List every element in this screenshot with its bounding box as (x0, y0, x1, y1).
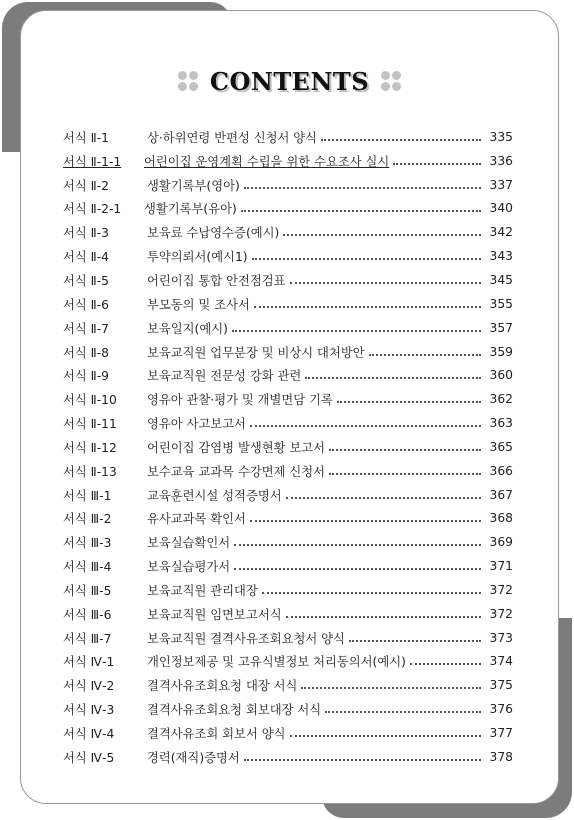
toc-entry-page: 335 (489, 129, 513, 144)
toc-entry-page: 355 (489, 296, 513, 311)
toc-entry-title: 영유아 관찰·평가 및 개별면담 기록 (147, 393, 333, 408)
toc-entry-code: 서식 Ⅱ-11 (63, 417, 117, 432)
toc-entry[interactable] (63, 268, 513, 292)
toc-entry-code: 서식 Ⅲ-7 (63, 631, 112, 646)
toc-entry-page: 373 (489, 630, 513, 645)
toc-entry-code: 서식 Ⅱ-13 (63, 464, 117, 479)
toc-list (63, 125, 513, 769)
toc-entry[interactable] (63, 626, 513, 650)
toc-entry-page: 362 (489, 392, 513, 407)
toc-entry-page: 369 (489, 535, 513, 550)
toc-entry-title: 보육교직원 업무분장 및 비상시 대처방안 (147, 345, 365, 360)
toc-entry-title: 투약의뢰서(예시1) (147, 250, 248, 265)
toc-entry-title: 보육교직원 전문성 강화 관련 (147, 369, 302, 384)
toc-entry-page: 378 (489, 749, 513, 764)
toc-entry-title: 상·하위연령 반편성 신청서 양식 (147, 130, 318, 145)
toc-entry-page: 363 (489, 416, 513, 431)
toc-entry[interactable] (63, 363, 513, 387)
toc-leader-dots (254, 306, 481, 308)
toc-entry[interactable] (63, 316, 513, 340)
toc-leader-dots (232, 330, 481, 332)
toc-leader-dots (250, 520, 481, 522)
toc-entry-code: 서식 Ⅱ-7 (63, 321, 109, 336)
toc-entry-code: 서식 Ⅱ-1-1 (63, 154, 122, 169)
toc-entry-code: 서식 Ⅱ-10 (63, 393, 117, 408)
toc-entry-code: 서식 Ⅲ-1 (63, 488, 112, 503)
dots-ornament-right-icon (381, 71, 401, 91)
toc-entry-page: 337 (489, 177, 513, 192)
toc-entry[interactable] (63, 650, 513, 674)
toc-entry-title: 교육훈련시설 성적증명서 (147, 488, 282, 503)
toc-entry-title: 보육료 수납영수증(예시) (147, 226, 280, 241)
toc-entry-code: 서식 Ⅲ-3 (63, 536, 112, 551)
toc-leader-dots (305, 377, 481, 379)
toc-entry-title: 보육실습평가서 (147, 560, 231, 575)
toc-leader-dots (286, 497, 481, 499)
toc-entry-page: 376 (489, 702, 513, 717)
toc-entry[interactable] (63, 578, 513, 602)
toc-leader-dots (250, 425, 481, 427)
toc-entry-page: 367 (489, 487, 513, 502)
toc-leader-dots (321, 139, 481, 141)
toc-entry-code: 서식 Ⅱ-3 (63, 226, 109, 241)
toc-entry-title: 보육교직원 관리대장 (147, 583, 258, 598)
toc-entry-page: 343 (489, 249, 513, 264)
toc-entry-title: 개인정보제공 및 고유식별정보 처리동의서(예시) (147, 655, 406, 670)
toc-entry-code: 서식 Ⅱ-8 (63, 345, 109, 360)
toc-entry-page: 359 (489, 344, 513, 359)
toc-entry[interactable] (63, 125, 513, 149)
toc-entry-page: 374 (489, 654, 513, 669)
toc-entry[interactable] (63, 197, 513, 221)
toc-entry[interactable] (63, 697, 513, 721)
toc-leader-dots (286, 616, 481, 618)
toc-leader-dots (325, 711, 481, 713)
toc-entry-title: 보수교육 교과목 수강면제 신청서 (147, 464, 326, 479)
toc-entry-page: 336 (489, 153, 513, 168)
toc-leader-dots (244, 759, 481, 761)
toc-entry-title: 영유아 사고보고서 (147, 417, 246, 432)
toc-entry-title: 보육교직원 결격사유조회요청서 양식 (147, 631, 345, 646)
toc-entry-code: 서식 Ⅳ-1 (63, 655, 115, 670)
toc-entry-page: 366 (489, 463, 513, 478)
toc-entry-title: 어린이집 통합 안전점검표 (147, 273, 286, 288)
dots-ornament-left-icon (178, 71, 198, 91)
toc-entry-code: 서식 Ⅲ-2 (63, 512, 112, 527)
toc-entry-code: 서식 Ⅱ-9 (63, 369, 109, 384)
toc-entry[interactable] (63, 459, 513, 483)
toc-entry-code: 서식 Ⅳ-4 (63, 727, 115, 742)
toc-leader-dots (290, 735, 482, 737)
toc-entry[interactable] (63, 292, 513, 316)
toc-entry[interactable] (63, 673, 513, 697)
toc-entry[interactable] (63, 602, 513, 626)
toc-entry-page: 372 (489, 582, 513, 597)
toc-entry[interactable] (63, 554, 513, 578)
toc-entry-page: 375 (489, 678, 513, 693)
toc-entry-code: 서식 Ⅳ-2 (63, 679, 115, 694)
toc-entry[interactable] (63, 483, 513, 507)
toc-entry-title: 보육교직원 임면보고서식 (147, 607, 282, 622)
toc-entry-title: 경력(재직)증명서 (147, 750, 240, 765)
toc-entry[interactable] (63, 244, 513, 268)
toc-entry-code: 서식 Ⅱ-6 (63, 297, 109, 312)
toc-leader-dots (329, 473, 481, 475)
toc-leader-dots (244, 187, 481, 189)
toc-entry-title: 유사교과목 확인서 (147, 512, 246, 527)
toc-entry-code: 서식 Ⅲ-6 (63, 607, 112, 622)
toc-leader-dots (290, 282, 482, 284)
toc-entry[interactable] (63, 721, 513, 745)
toc-leader-dots (234, 544, 481, 546)
toc-leader-dots (252, 258, 481, 260)
toc-entry[interactable] (63, 149, 513, 173)
toc-leader-dots (337, 401, 481, 403)
toc-entry-code: 서식 Ⅱ-5 (63, 273, 109, 288)
toc-entry-code: 서식 Ⅳ-3 (63, 703, 115, 718)
toc-leader-dots (393, 163, 481, 165)
toc-leader-dots (301, 687, 481, 689)
toc-entry-page: 377 (489, 726, 513, 741)
toc-leader-dots (234, 568, 481, 570)
toc-entry-page: 372 (489, 606, 513, 621)
toc-entry-title: 어린이집 운영계획 수립을 위한 수요조사 실시 (144, 154, 390, 169)
toc-entry[interactable] (63, 340, 513, 364)
toc-entry-code: 서식 Ⅱ-1 (63, 130, 109, 145)
toc-leader-dots (283, 234, 481, 236)
toc-entry-page: 360 (489, 368, 513, 383)
toc-entry-title: 결격사유조회요청 회보대장 서식 (147, 703, 322, 718)
toc-entry-page: 340 (489, 201, 513, 216)
toc-entry-code: 서식 Ⅱ-4 (63, 250, 109, 265)
toc-entry-page: 342 (489, 225, 513, 240)
toc-entry[interactable] (63, 435, 513, 459)
toc-entry-page: 365 (489, 439, 513, 454)
toc-entry-title: 결격사유조회 회보서 양식 (147, 727, 286, 742)
toc-entry-code: 서식 Ⅲ-5 (63, 583, 112, 598)
toc-entry[interactable] (63, 530, 513, 554)
toc-entry-code: 서식 Ⅱ-2-1 (63, 202, 122, 217)
toc-leader-dots (329, 449, 481, 451)
toc-entry[interactable] (63, 173, 513, 197)
toc-entry[interactable] (63, 411, 513, 435)
title-row (21, 63, 558, 99)
toc-entry-page: 368 (489, 511, 513, 526)
toc-entry-page: 357 (489, 320, 513, 335)
toc-entry-title: 생활기록부(영아) (147, 178, 240, 193)
toc-entry-page: 345 (489, 272, 513, 287)
toc-entry[interactable] (63, 220, 513, 244)
page-title: CONTENTS (209, 66, 370, 96)
toc-entry-title: 부모동의 및 조사서 (147, 297, 250, 312)
toc-entry[interactable] (63, 745, 513, 769)
toc-leader-dots (369, 354, 481, 356)
toc-entry-title: 결격사유조회요청 대장 서식 (147, 679, 298, 694)
toc-entry-title: 보육일지(예시) (147, 321, 228, 336)
toc-leader-dots (262, 592, 481, 594)
toc-entry-title: 어린이집 감염병 발생현황 보고서 (147, 440, 326, 455)
toc-entry-title: 보육실습확인서 (147, 536, 231, 551)
toc-entry[interactable] (63, 507, 513, 531)
toc-entry-code: 서식 Ⅳ-5 (63, 750, 115, 765)
toc-entry-code: 서식 Ⅲ-4 (63, 560, 112, 575)
toc-entry-page: 371 (489, 559, 513, 574)
toc-entry-title: 생활기록부(유아) (144, 202, 237, 217)
toc-entry[interactable] (63, 387, 513, 411)
toc-leader-dots (241, 210, 481, 212)
toc-leader-dots (410, 663, 481, 665)
toc-entry-code: 서식 Ⅱ-2 (63, 178, 109, 193)
toc-leader-dots (349, 640, 481, 642)
toc-entry-code: 서식 Ⅱ-12 (63, 440, 117, 455)
